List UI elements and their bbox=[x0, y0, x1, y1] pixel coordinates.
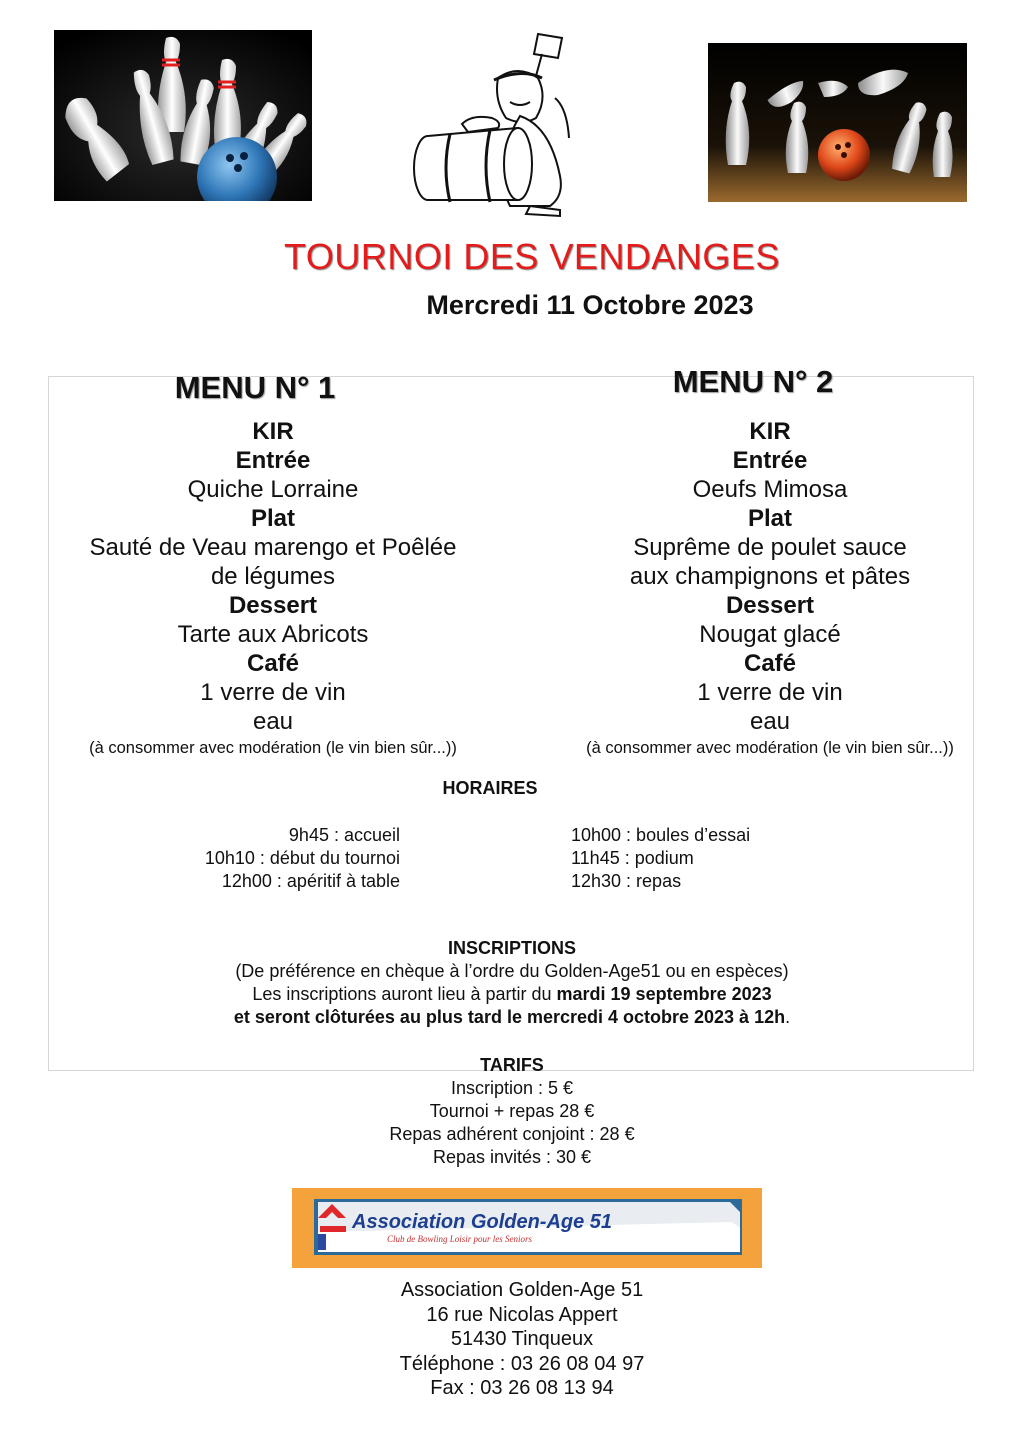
moderation-note: (à consommer avec modération (le vin bien sûr...)) bbox=[89, 739, 457, 757]
tarifs-heading: TARIFS bbox=[480, 1055, 544, 1075]
fax: Fax : 03 26 08 13 94 bbox=[430, 1377, 614, 1399]
menu-2-title: MENU N° 2 bbox=[672, 364, 834, 399]
kir-label: KIR bbox=[252, 418, 294, 445]
registration-close-date: et seront clôturées au plus tard le mercredi 4 octobre 2023 à 12h bbox=[233, 1007, 786, 1027]
dessert-label: Dessert bbox=[228, 592, 318, 619]
entree-dish: Oeufs Mimosa bbox=[692, 476, 848, 503]
inscriptions-heading: INSCRIPTIONS bbox=[447, 938, 576, 958]
water-item: eau bbox=[252, 708, 294, 735]
wine-item: 1 verre de vin bbox=[697, 679, 843, 706]
schedule-item: 11h45 : podium bbox=[571, 848, 694, 868]
event-date: Mercredi 11 Octobre 2023 bbox=[426, 290, 754, 320]
cafe-label: Café bbox=[246, 650, 300, 677]
phone: Téléphone : 03 26 08 04 97 bbox=[399, 1352, 645, 1375]
tarif-line: Inscription : 5 € bbox=[450, 1078, 574, 1098]
entree-dish: Quiche Lorraine bbox=[187, 476, 359, 503]
schedule-item: 9h45 : accueil bbox=[288, 825, 400, 845]
registration-open-text: Les inscriptions auront lieu à partir du bbox=[252, 984, 557, 1004]
registration-open-date: mardi 19 septembre 2023 bbox=[556, 984, 772, 1004]
kir-label: KIR bbox=[749, 418, 791, 445]
page-title: TOURNOI DES VENDANGES bbox=[284, 236, 780, 277]
tarif-line: Tournoi + repas 28 € bbox=[429, 1101, 595, 1121]
association-logo bbox=[292, 1188, 762, 1268]
registration-close-suffix: . bbox=[785, 1007, 791, 1027]
schedule-item: 12h00 : apéritif à table bbox=[221, 871, 400, 891]
schedule-item: 12h30 : repas bbox=[571, 871, 682, 891]
registration-close-line bbox=[0, 1006, 1024, 1029]
tarif-line: Repas invités : 30 € bbox=[432, 1147, 592, 1167]
bowling-strike-image-right bbox=[708, 43, 967, 202]
water-item: eau bbox=[749, 708, 791, 735]
menu-1-title: MENU N° 1 bbox=[174, 370, 336, 405]
schedule-left bbox=[140, 824, 400, 893]
plat-dish-line-2: aux champignons et pâtes bbox=[629, 563, 911, 590]
entree-label: Entrée bbox=[732, 447, 808, 474]
barrel-cartoon-image bbox=[410, 28, 596, 218]
cafe-label: Café bbox=[743, 650, 797, 677]
inscriptions-section bbox=[0, 937, 1024, 1029]
entree-label: Entrée bbox=[235, 447, 311, 474]
plat-dish-line-1: Suprême de poulet sauce bbox=[633, 534, 907, 561]
menu-2-items bbox=[540, 417, 1000, 760]
registration-open-line bbox=[0, 983, 1024, 1006]
bowling-pins-image-left bbox=[54, 30, 312, 201]
wine-item: 1 verre de vin bbox=[200, 679, 346, 706]
plat-dish-line-2: de légumes bbox=[210, 563, 336, 590]
dessert-dish: Nougat glacé bbox=[699, 621, 841, 648]
logo-text: Association Golden-Age 51 bbox=[352, 1211, 613, 1233]
street-address: 16 rue Nicolas Appert bbox=[426, 1303, 618, 1326]
city: 51430 Tinqueux bbox=[450, 1328, 594, 1350]
tarif-line: Repas adhérent conjoint : 28 € bbox=[389, 1124, 635, 1144]
moderation-note: (à consommer avec modération (le vin bien sûr...)) bbox=[586, 739, 954, 757]
plat-label: Plat bbox=[747, 505, 792, 532]
dessert-dish: Tarte aux Abricots bbox=[177, 621, 369, 648]
schedule-item: 10h10 : début du tournoi bbox=[204, 848, 400, 868]
payment-note: (De préférence en chèque à l’ordre du Golden-Age51 ou en espèces) bbox=[235, 961, 789, 981]
association-name: Association Golden-Age 51 bbox=[400, 1279, 644, 1301]
schedule-right bbox=[571, 824, 871, 893]
dessert-label: Dessert bbox=[725, 592, 815, 619]
plat-label: Plat bbox=[250, 505, 295, 532]
schedule-item: 10h00 : boules d’essai bbox=[571, 825, 751, 845]
plat-dish-line-1: Sauté de Veau marengo et Poêlée bbox=[89, 534, 457, 561]
logo-tagline: Club de Bowling Loisir pour les Seniors bbox=[387, 1234, 533, 1244]
contact-address bbox=[0, 1278, 1024, 1401]
menu-1-items bbox=[40, 417, 506, 760]
tarifs-section bbox=[0, 1054, 1024, 1169]
horaires-heading: HORAIRES bbox=[442, 778, 538, 798]
